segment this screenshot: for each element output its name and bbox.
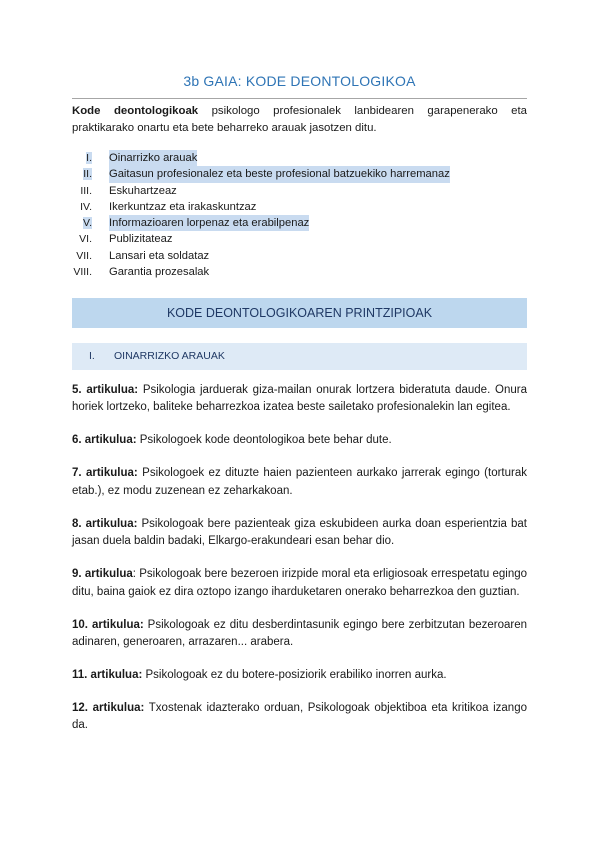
article-text: Psikologoak ez ditu desberdintasunik egingo bere zerbitzutan bezeroaren adinaren, generoaren, arrazaren... arabera. — [72, 618, 528, 648]
toc-item — [60, 150, 540, 166]
article-label: 5. artikulua: — [72, 384, 139, 396]
article-text: Psikologoak bere pazienteak giza eskubideen aurka doan esperientzia bat jasan duela baldin badaki, Elkargo-erakundeari esan behar dio. — [72, 517, 527, 548]
toc-item-label: Oinarrizko arauak — [109, 150, 197, 166]
toc-item-label: Garantia prozesalak — [109, 266, 210, 279]
toc-item-label: Ikerkuntzaz eta irakaskuntzaz — [109, 200, 257, 213]
toc-item-number: VI. — [79, 233, 92, 246]
toc-item-label: Gaitasun profesionalez eta beste profesional batzuekiko harremanaz — [109, 166, 450, 182]
subsection-number: I. — [89, 350, 95, 362]
toc-item-number: I. — [86, 152, 92, 164]
toc-item — [60, 264, 540, 280]
article-text: Psikologoak ez du botere-posiziorik erabiliko inorren aurka. — [142, 669, 447, 682]
toc-item-label: Informazioaren lorpenaz eta erabilpenaz — [109, 215, 309, 231]
articles-list — [72, 382, 527, 751]
toc-item — [60, 248, 540, 264]
toc-item-number: V. — [83, 217, 92, 230]
toc-item-number: II. — [83, 168, 92, 181]
article-label: 6. artikulua: — [72, 434, 137, 447]
article-label: 11. artikulua: — [72, 669, 143, 682]
subsection-heading — [72, 343, 527, 370]
intro-term: Kode deontologikoak — [72, 105, 199, 117]
toc-item-label: Lansari eta soldataz — [109, 249, 210, 262]
article-label: 10. artikulua: — [72, 618, 144, 631]
page-title: 3b GAIA: KODE DEONTOLOGIKOA — [183, 73, 416, 89]
article-8 — [72, 516, 527, 551]
toc-item-number: IV. — [80, 200, 92, 213]
article-5 — [72, 382, 527, 417]
toc-item — [60, 183, 540, 199]
article-label: 8. artikulua: — [72, 517, 138, 530]
article-12 — [72, 700, 527, 735]
intro-text: psikologo profesionalek lanbidearen garapenerako eta praktikarako onartu eta bete beharreko arauak jasotzen ditu. — [72, 105, 528, 134]
article-11 — [72, 667, 527, 684]
toc-item — [60, 231, 540, 247]
toc-item — [60, 166, 540, 182]
article-text: Txostenak idazterako orduan, Psikologoak objektiboa eta kritikoa izango da. — [72, 702, 527, 732]
article-7 — [72, 465, 527, 500]
toc-item-label: Eskuhartzeaz — [109, 184, 177, 197]
article-label: 9. artikulua — [72, 568, 133, 581]
article-text: Psikologoek ez dituzte haien pazienteen aurkako jarrerak egingo (torturak etab.), ez modu zuzenean ez zeharkakoan. — [72, 467, 527, 497]
article-text: : Psikologoak bere bezeroen irizpide moral eta erligiosoak errespetatu egingo ditu, baina gaiok ez dira oztopo izango iharduketaren onerako beharrezkoa den guztian. — [72, 568, 528, 598]
toc-item — [60, 215, 540, 231]
toc-item-number: VIII. — [73, 266, 92, 279]
toc-item-number: VII. — [76, 249, 92, 262]
article-text: Psikologia jarduerak giza-mailan onurak lortzera bideratuta daude. Onura horiek lortzeko, baliteke beharrezkoa izatea beste sailetako profesionalekin lan egitea. — [72, 384, 527, 414]
title-divider — [72, 98, 527, 99]
toc-item-label: Publizitateaz — [109, 233, 173, 246]
subsection-label: OINARRIZKO ARAUAK — [114, 350, 225, 362]
table-of-contents — [60, 150, 540, 280]
article-9 — [72, 566, 527, 601]
section-heading: KODE DEONTOLOGIKOAREN PRINTZIPIOAK — [72, 298, 527, 328]
article-text: Psikologoek kode deontologikoa bete behar dute. — [136, 434, 392, 447]
article-label: 7. artikulua: — [72, 467, 138, 480]
article-label: 12. artikulua: — [72, 702, 145, 715]
toc-item-number: III. — [80, 184, 92, 197]
toc-item — [60, 199, 540, 215]
article-10 — [72, 617, 527, 652]
intro-paragraph — [72, 103, 527, 137]
article-6 — [72, 432, 527, 449]
